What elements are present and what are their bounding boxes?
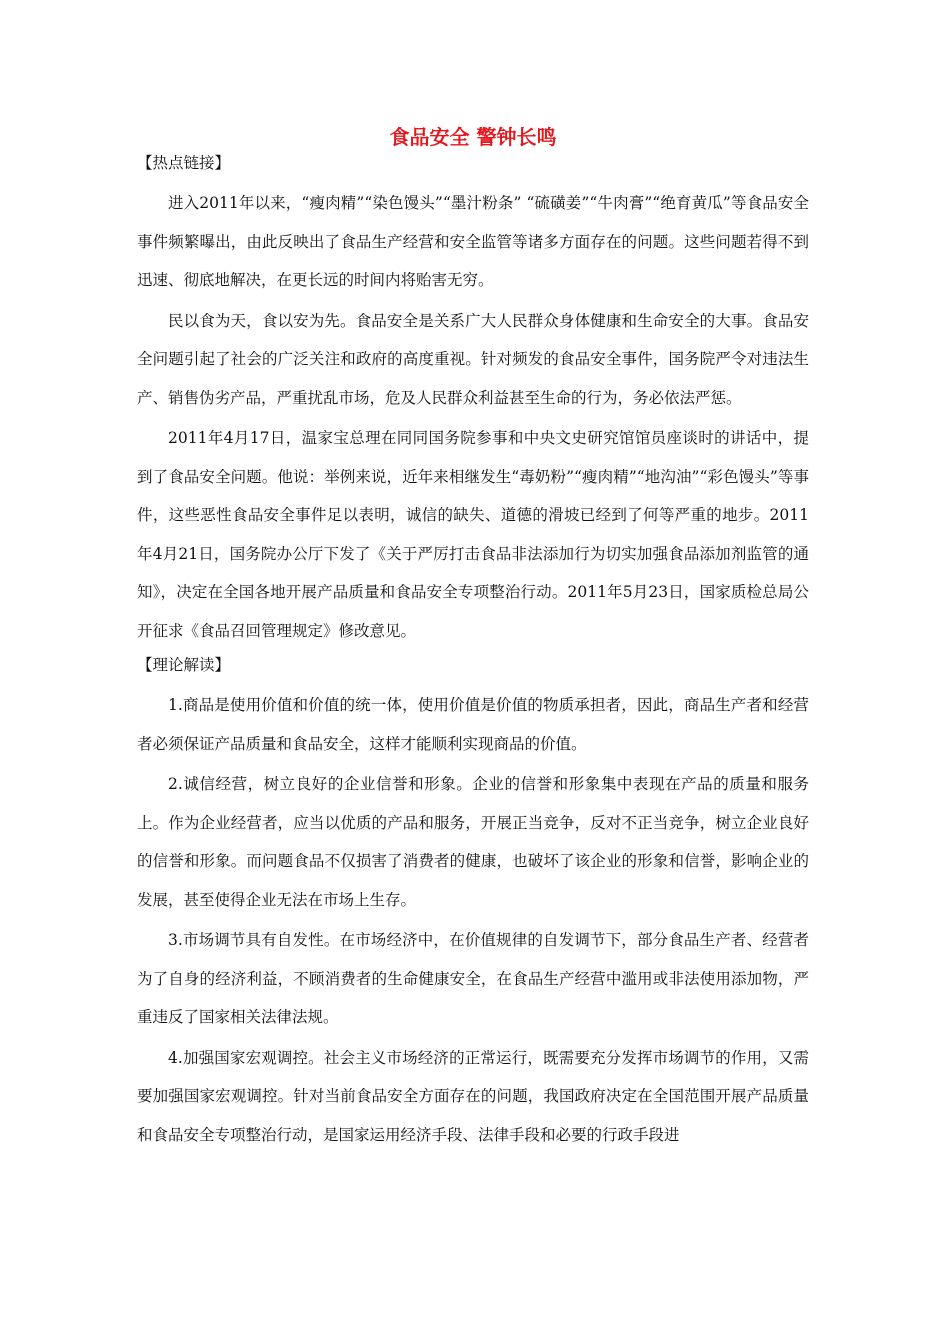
section-heading-theory: 【理论解读】: [137, 656, 231, 674]
section-heading-hot-links: 【热点链接】: [137, 154, 231, 172]
document-body: [137, 118, 809, 1154]
paragraph: 3.市场调节具有自发性。在市场经济中，在价值规律的自发调节下，部分食品生产者、经营者为了自身的经济利益，不顾消费者的生命健康安全，在食品生产经营中滥用或非法使用添加物，严重违反了国家相关法律法规。: [137, 931, 809, 1026]
paragraph: 1.商品是使用价值和价值的统一体，使用价值是价值的物质承担者，因此，商品生产者和经营者必须保证产品质量和食品安全，这样才能顺利实现商品的价值。: [137, 696, 809, 753]
document-title: 食品安全 警钟长鸣: [389, 125, 557, 149]
paragraph: 2.诚信经营，树立良好的企业信誉和形象。企业的信誉和形象集中表现在产品的质量和服务上。作为企业经营者，应当以优质的产品和服务，开展正当竞争，反对不正当竞争，树立企业良好的信誉和形象。而问题食品不仅损害了消费者的健康，也破坏了该企业的形象和信誉，影响企业的发展，甚至使得企业无法在市场上生存。: [137, 775, 809, 909]
paragraph: 进入2011年以来，“瘦肉精”“染色馒头”“墨汁粉条” “硫磺姜”“牛肉膏”“绝育黄瓜”等食品安全事件频繁曝出，由此反映出了食品生产经营和安全监管等诸多方面存在的问题。这些问题若得不到迅速、彻底地解决，在更长远的时间内将贻害无穷。: [137, 194, 809, 289]
paragraph: 2011年4月17日，温家宝总理在同同国务院参事和中央文史研究馆馆员座谈时的讲话中，提到了食品安全问题。他说：举例来说，近年来相继发生“毒奶粉”“瘦肉精”“地沟油”“彩色馒头”等事件，这些恶性食品安全事件足以表明，诚信的缺失、道德的滑坡已经到了何等严重的地步。2011年4月21日，国务院办公厅下发了《关于严厉打击食品非法添加行为切实加强食品添加剂监管的通知》，决定在全国各地开展产品质量和食品安全专项整治行动。2011年5月23日，国家质检总局公开征求《食品召回管理规定》修改意见。: [137, 429, 809, 640]
paragraph: 民以食为天，食以安为先。食品安全是关系广大人民群众身体健康和生命安全的大事。食品安全问题引起了社会的广泛关注和政府的高度重视。针对频发的食品安全事件，国务院严令对违法生产、销售伪劣产品，严重扰乱市场，危及人民群众利益甚至生命的行为，务必依法严惩。: [137, 311, 809, 407]
paragraph: 4.加强国家宏观调控。社会主义市场经济的正常运行，既需要充分发挥市场调节的作用，又需要加强国家宏观调控。针对当前食品安全方面存在的问题，我国政府决定在全国范围开展产品质量和食品安全专项整治行动，是国家运用经济手段、法律手段和必要的行政手段进: [137, 1048, 809, 1144]
